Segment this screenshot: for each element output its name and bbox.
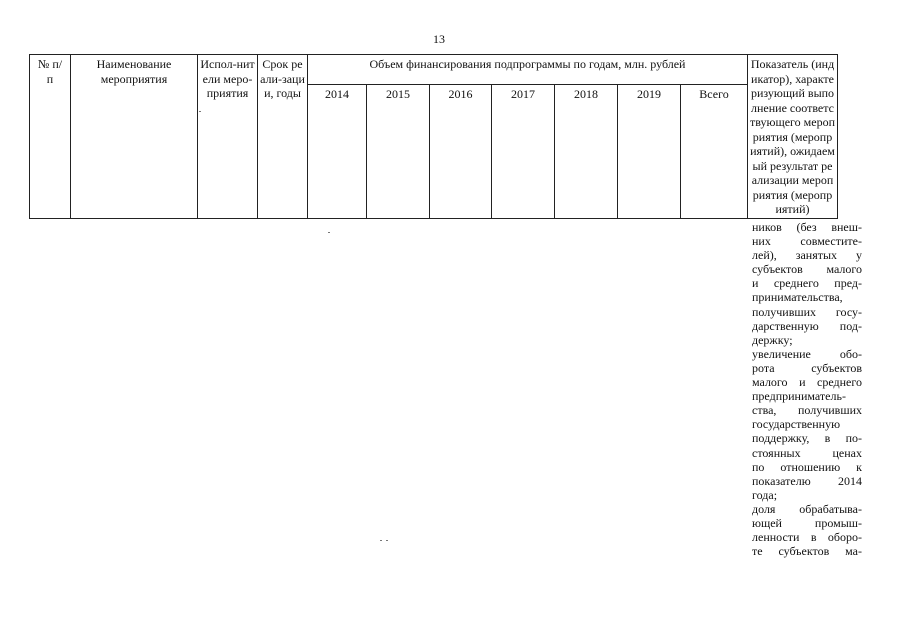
- scan-speck: [199, 111, 201, 112]
- text-line: предприниматель-: [752, 389, 846, 404]
- year-2014: 2014: [308, 85, 367, 219]
- header-term: Срок реали-зации, годы: [258, 55, 308, 219]
- text-line: принимательства,: [752, 290, 843, 305]
- text-line: те субъектов ма-: [752, 544, 862, 559]
- header-financing: Объем финансирования подпрограммы по годам, млн. рублей: [308, 55, 748, 85]
- text-line: малого и среднего: [752, 375, 862, 390]
- text-line: и среднего пред-: [752, 276, 862, 291]
- year-2018: 2018: [555, 85, 618, 219]
- text-line: показателю 2014: [752, 473, 862, 488]
- text-line: них совместите-: [752, 234, 862, 249]
- scan-speck: [380, 540, 382, 541]
- scan-speck: [328, 232, 330, 233]
- text-line: держку;: [752, 332, 793, 347]
- text-line: дарственную под-: [752, 318, 862, 333]
- text-line: субъектов малого: [752, 262, 862, 277]
- header-event-name: Наименование мероприятия: [71, 55, 198, 219]
- text-line: государственную: [752, 417, 841, 432]
- header-number: № п/п: [30, 55, 71, 219]
- page-number: 13: [433, 32, 445, 46]
- header-indicator: Показатель (индикатор), характеризующий выполнение соответствующего мероприятия (мероприятий), ожидаемый результат реализации мероприятия (мероприятий): [748, 55, 838, 219]
- year-2019: 2019: [618, 85, 681, 219]
- text-line: доля обрабатыва-: [752, 501, 862, 516]
- text-line: ства, получивших: [752, 403, 862, 418]
- year-2017: 2017: [492, 85, 555, 219]
- text-line: лей), занятых у: [752, 248, 862, 263]
- text-line: поддержку, в по-: [752, 431, 862, 446]
- text-line: получивших госу-: [752, 304, 862, 319]
- text-line: по отношению к: [752, 459, 862, 474]
- text-line: ющей промыш-: [752, 515, 862, 530]
- indicator-continuation-text: [752, 220, 862, 558]
- year-2015: 2015: [367, 85, 430, 219]
- text-line: увеличение обо-: [752, 346, 862, 361]
- text-line: рота субъектов: [752, 360, 862, 375]
- year-total: Всего: [681, 85, 748, 219]
- scan-speck: [386, 540, 388, 541]
- text-line: года;: [752, 487, 778, 502]
- year-2016: 2016: [430, 85, 492, 219]
- text-line: ников (без внеш-: [752, 220, 862, 234]
- text-line: стоянных ценах: [752, 445, 862, 460]
- program-table: [29, 54, 838, 219]
- header-executors: Испол-нители меро-приятия: [198, 55, 258, 219]
- text-line: ленности в оборо-: [752, 530, 862, 545]
